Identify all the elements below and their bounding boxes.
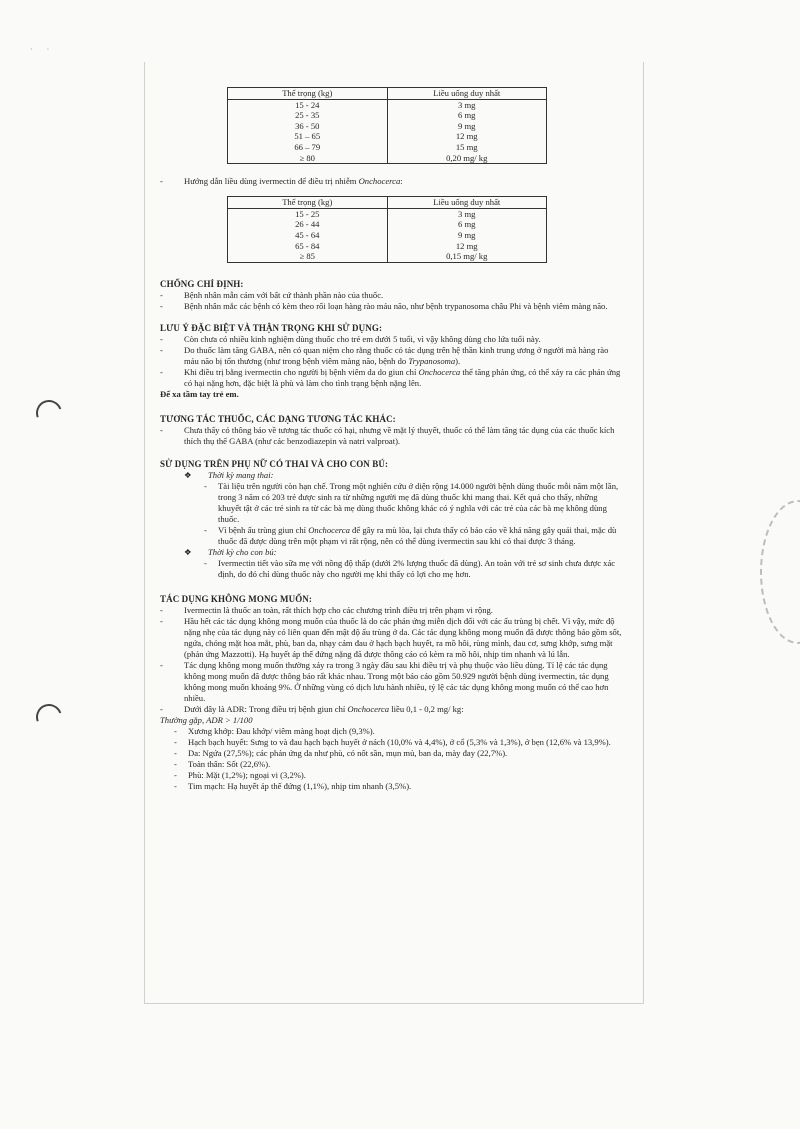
precaution-list [160, 334, 622, 389]
document-body [160, 87, 622, 792]
frequency-common: Thường gặp, ADR > 1/100 [160, 714, 253, 725]
cell-dose: 0,15 mg/ kg [387, 251, 547, 262]
table-row [228, 142, 547, 153]
heading-contraindications: CHỐNG CHỈ ĐỊNH: [160, 278, 244, 289]
list-item: - Hạch bạch huyết: Sưng to và đau hạch bạch huyết ở nách (10,0% và 4,4%), ở cổ (5,3% và 1,3%), ở bẹn (12,6% và 13,9%). [174, 736, 611, 747]
breastfeeding-list [160, 558, 622, 580]
table-header-row [228, 197, 547, 209]
table-row [228, 219, 547, 230]
list-item: - Xương khớp: Đau khớp/ viêm màng hoạt dịch (9,3%). [174, 725, 375, 736]
cell-dose: 9 mg [387, 230, 547, 241]
list-item: - Dưới đây là ADR: Trong điều trị bệnh giun chỉ Onchocerca liều 0,1 - 0,2 mg/ kg: [160, 703, 464, 714]
col-header-dose: Liều uống duy nhất [387, 88, 547, 100]
cell-dose: 3 mg [387, 99, 547, 110]
scan-marks: · · [30, 45, 56, 54]
cell-dose: 15 mg [387, 142, 547, 153]
list-item: - Tài liệu trên người còn hạn chế. Trong một nghiên cứu ở diện rộng 14.000 người bệnh dùng thuốc mỗi năm một lần, trong 3 năm có 203 trẻ được sinh ra từ những người mẹ đã dùng thuốc khi mang thai. Kết quả cho thấy, những khuyết tật ở các trẻ sinh ra từ các bà mẹ dùng thuốc không khác có ý nghĩa với các trẻ của các bà mẹ không dùng thuốc. [204, 480, 619, 524]
list-item: - Ivermectin tiết vào sữa mẹ với nồng độ thấp (dưới 2% lượng thuốc đã dùng). An toàn với trẻ sơ sinh chưa được xác định, do đó chỉ dùng thuốc này cho người mẹ khi thấy có lợi cho mẹ hơn. [204, 557, 616, 579]
onchocerca-intro: - Hướng dẫn liều dùng ivermectin để điều trị nhiễm Onchocerca: [160, 176, 403, 187]
list-item: - Tim mạch: Hạ huyết áp thế đứng (1,1%), nhịp tim nhanh (3,5%). [174, 780, 412, 791]
col-header-weight: Thể trọng (kg) [228, 88, 388, 100]
list-item: - Bệnh nhân mắc các bệnh có kèm theo rối loạn hàng rào máu não, như bệnh trypanosoma châu Phi và bệnh viêm màng não. [160, 300, 608, 311]
list-item: - Còn chưa có nhiều kinh nghiệm dùng thuốc cho trẻ em dưới 5 tuổi, vì vậy không dùng cho lứa tuổi này. [160, 333, 541, 344]
cell-dose: 6 mg [387, 110, 547, 121]
cell-weight: ≥ 80 [228, 153, 388, 164]
table-row [228, 131, 547, 142]
cell-weight: 45 - 64 [228, 230, 388, 241]
table-row [228, 251, 547, 262]
cell-weight: 25 - 35 [228, 110, 388, 121]
list-item: - Hầu hết các tác dụng không mong muốn của thuốc là do các phản ứng miễn dịch đối với các ấu trùng bị chết. Vì vậy, mức độ nặng nhẹ của tác dụng này có liên quan đến mật độ ấu trùng ở da. Các tác dụng không mong muốn đã được thông báo gồm sốt, ngứa, chóng mặt hoa mắt, phù, ban da, nhạy cảm đau ở hạch bạch huyết, ra mồ hôi, rùng mình, đau cơ, sưng khớp, sưng mặt (phản ứng Mazzotti). Hạ huyết áp thế đứng nặng đã được thông cáo có kèm ra mồ hôi, nhịp tim nhanh và lú lẫn. [160, 615, 622, 659]
cell-weight: 26 - 44 [228, 219, 388, 230]
table-row [228, 121, 547, 132]
subheading-breastfeeding: ❖ Thời kỳ cho con bú: [184, 546, 277, 557]
list-item: - Da: Ngứa (27,5%); các phản ứng da như phù, có nốt sần, mụn mủ, ban da, mày đay (22,7%). [174, 747, 508, 758]
keep-away-note: Để xa tầm tay trẻ em. [160, 388, 239, 399]
stamp-seal [760, 500, 800, 644]
table-row [228, 208, 547, 219]
heading-adverse-effects: TÁC DỤNG KHÔNG MONG MUỐN: [160, 593, 312, 604]
table-row [228, 241, 547, 252]
table-header-row [228, 88, 547, 100]
cell-weight: 36 - 50 [228, 121, 388, 132]
common-adr-list [160, 726, 622, 792]
list-item: - Vì bệnh ấu trùng giun chỉ Onchocerca để gây ra mù lòa, lại chưa thấy có báo cáo về khả năng gây quái thai, mặc dù thuốc đã được dùng trên một phạm vi rất rộng, nên có thể dùng ivermectin sau khi có thai được 3 tháng. [204, 524, 617, 546]
dose-table-onchocerca [227, 196, 547, 263]
heading-pregnancy: SỬ DỤNG TRÊN PHỤ NỮ CÓ THAI VÀ CHO CON BÚ: [160, 458, 389, 469]
cell-dose: 6 mg [387, 219, 547, 230]
table-row [228, 230, 547, 241]
heading-precautions: LƯU Ý ĐẶC BIỆT VÀ THẬN TRỌNG KHI SỬ DỤNG: [160, 322, 383, 333]
col-header-weight: Thể trọng (kg) [228, 197, 388, 209]
cell-dose: 0,20 mg/ kg [387, 153, 547, 164]
subheading-pregnancy: ❖ Thời kỳ mang thai: [184, 469, 274, 480]
cell-weight: 15 - 24 [228, 99, 388, 110]
cell-weight: 65 - 84 [228, 241, 388, 252]
cell-weight: 66 – 79 [228, 142, 388, 153]
list-item: - Bệnh nhân mẫn cảm với bất cứ thành phần nào của thuốc. [160, 289, 384, 300]
dose-table-strongyloides [227, 87, 547, 164]
star-bullet-icon: ❖ [184, 546, 192, 557]
list-item: - Khi điều trị bằng ivermectin cho người bị bệnh viêm da do giun chỉ Onchocerca thể tăng phản ứng, có thể xảy ra các phản ứng có hại nặng hơn, đặc biệt là phù và làm cho tình trạng bệnh nặng lên. [160, 366, 621, 388]
hole-punch-mark-top [32, 396, 67, 431]
heading-interactions: TƯƠNG TÁC THUỐC, CÁC DẠNG TƯƠNG TÁC KHÁC: [160, 413, 396, 424]
table-row [228, 153, 547, 164]
col-header-dose: Liều uống duy nhất [387, 197, 547, 209]
interaction-list [160, 425, 622, 447]
cell-dose: 3 mg [387, 208, 547, 219]
adverse-effects-list [160, 605, 622, 704]
cell-dose: 12 mg [387, 131, 547, 142]
star-bullet-icon: ❖ [184, 469, 192, 480]
cell-dose: 12 mg [387, 241, 547, 252]
list-item: - Chưa thấy có thông báo về tương tác thuốc có hại, nhưng về mặt lý thuyết, thuốc có thể làm tăng tác dụng của các thuốc kích thích thụ thể GABA (như các benzodiazepin và natri valproat). [160, 424, 615, 446]
list-item: - Phù: Mặt (1,2%); ngoại vi (3,2%). [174, 769, 306, 780]
list-item: - Tác dụng không mong muốn thường xảy ra trong 3 ngày đầu sau khi điều trị và phụ thuộc vào liều dùng. Tỉ lệ các tác dụng không mong muốn đã được thông báo rất khác nhau. Trong một báo cáo gồm 50.929 người bệnh dùng ivermectin, tác dụng không mong muốn khoảng 9%. Ở những vùng có dịch lưu hành nhiều, tỷ lệ các tác dụng không mong muốn có thể cao hơn nhiều. [160, 659, 609, 703]
cell-weight: 51 – 65 [228, 131, 388, 142]
cell-weight: ≥ 85 [228, 251, 388, 262]
list-item: - Ivermectin là thuốc an toàn, rất thích hợp cho các chương trình điều trị trên phạm vi rộng. [160, 604, 493, 615]
adr-intro-list [160, 704, 622, 715]
hole-punch-mark-bottom [32, 700, 67, 735]
table-row [228, 99, 547, 110]
contraindication-list [160, 290, 622, 312]
cell-dose: 9 mg [387, 121, 547, 132]
list-item: - Toàn thân: Sốt (22,6%). [174, 758, 271, 769]
cell-weight: 15 - 25 [228, 208, 388, 219]
pregnancy-list [160, 481, 622, 547]
list-item: - Do thuốc làm tăng GABA, nên có quan niệm cho rằng thuốc có tác dụng trên hệ thần kinh trung ương ở người mà hàng rào máu não bị tổn thương (như trong bệnh viêm màng não, bệnh do Trypanosoma). [160, 344, 609, 366]
table-row [228, 110, 547, 121]
